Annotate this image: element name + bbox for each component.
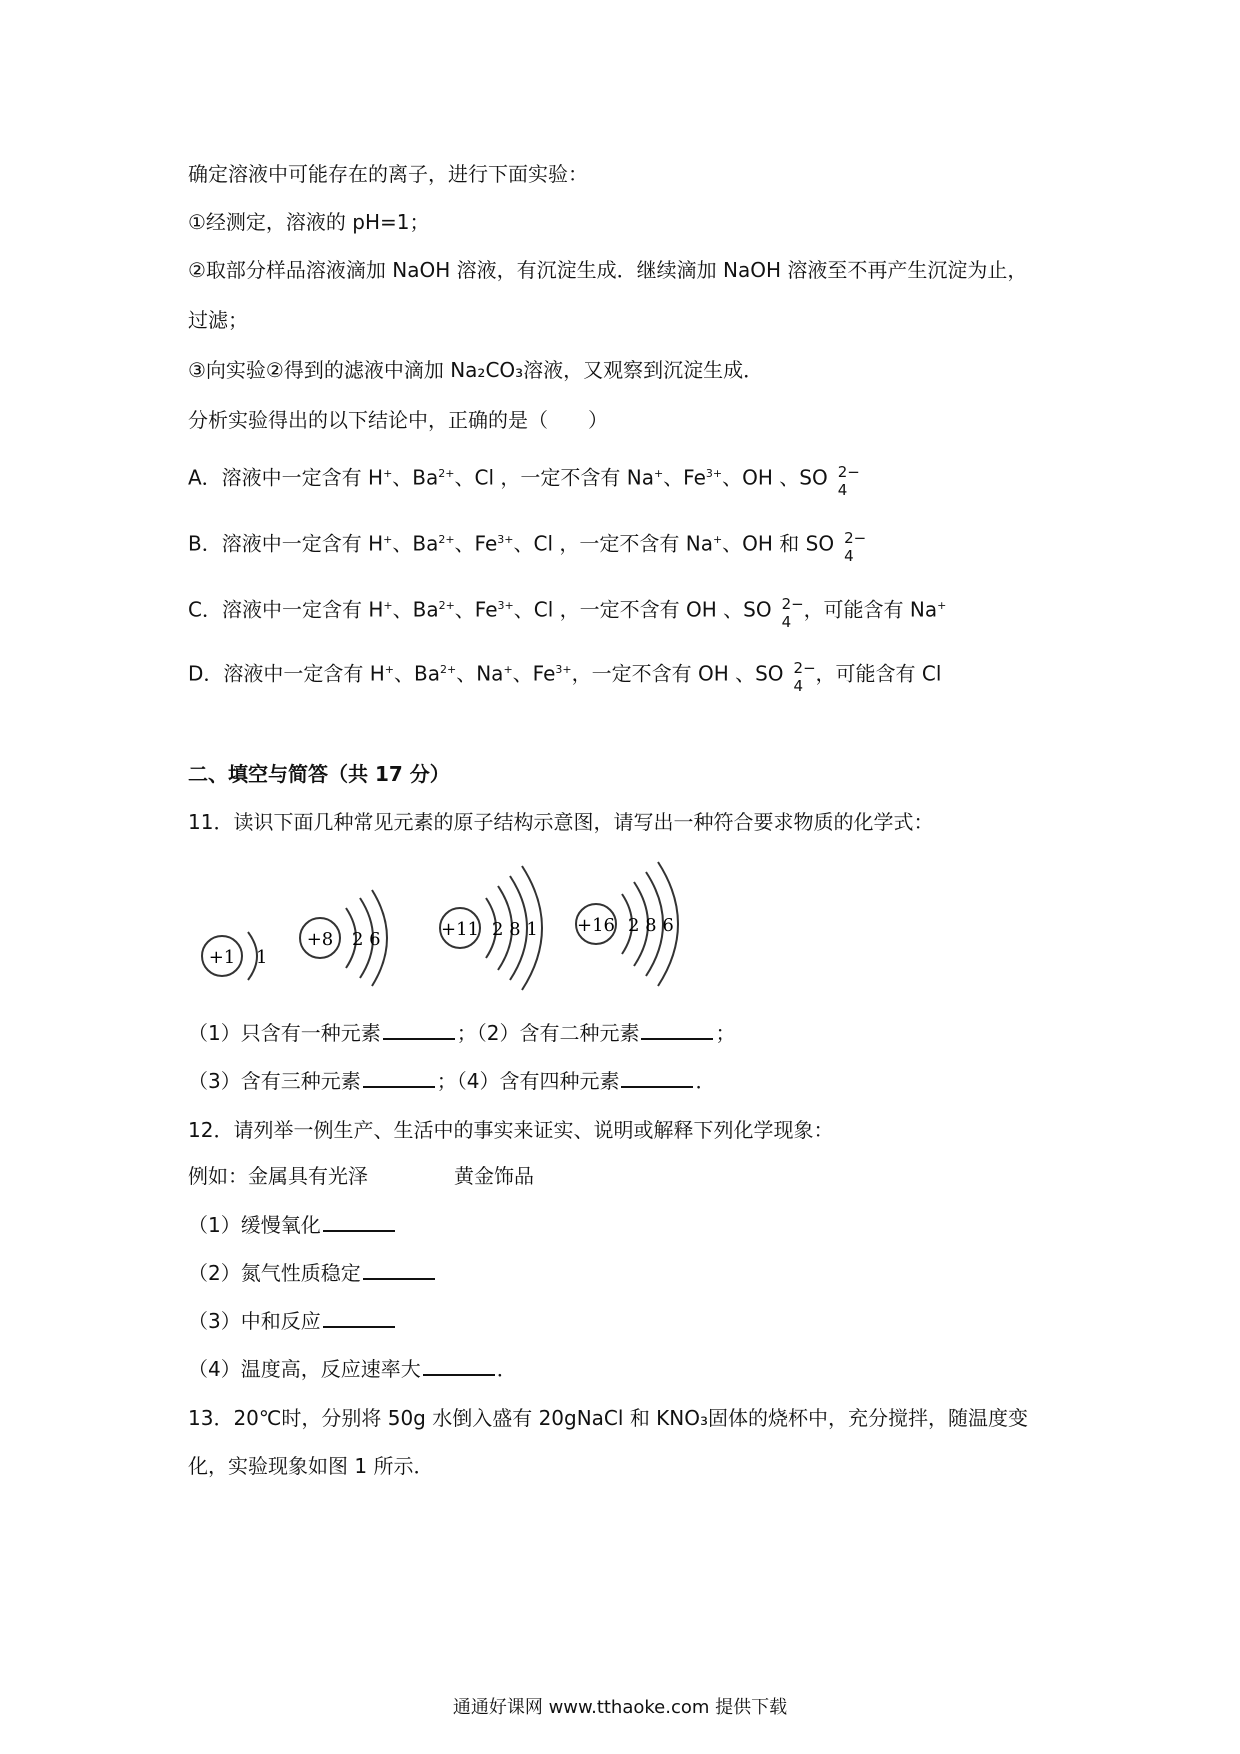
q11-part-3-4: （3）含有三种元素 ；（4）含有四种元素 ． [188,1066,715,1095]
atom-hydrogen [202,932,267,980]
sulfate-charge: 2− 4 [781,595,804,632]
q12-part-4: （4）温度高，反应速率大 ． [188,1354,517,1383]
option-c: C．溶液中一定含有 H+、$Ba^{2+}$、$Fe^{3+}$、Cl ，一定不含有 OH 、SO 2− 4 ，可能含有 Na+ [188,595,947,632]
atom-oxygen [300,890,387,986]
sulfate-charge: 2− 4 [837,463,860,500]
q11-part-1-2: （1）只含有一种元素 ；（2）含有二种元素 ； [188,1018,735,1047]
svg-text:+11: +11 [441,919,479,940]
question-stem: 分析实验得出的以下结论中，正确的是（ ） [188,408,608,432]
svg-text:+8: +8 [306,929,334,950]
svg-text:2 6: 2 6 [352,929,381,950]
q12-part-1: （1）缓慢氧化 [188,1210,397,1239]
option-a: A．溶液中一定含有 H+、$Ba^{2+}$、Cl ，一定不含有 Na+、$Fe^{3+}$、OH 、SO 2− 4 [188,463,860,500]
atom-sodium [440,866,542,990]
step-1: ①经测定，溶液的 pH=1； [188,210,430,234]
answer-blank[interactable] [363,1066,435,1088]
sulfate-charge: 2− 4 [844,529,867,566]
answer-blank[interactable] [323,1210,395,1232]
svg-text:2 8 6: 2 8 6 [628,915,674,936]
step-2: ②取部分样品溶液滴加 NaOH 溶液，有沉淀生成．继续滴加 NaOH 溶液至不再产生沉淀为止， [188,258,1028,282]
svg-text:1: 1 [256,947,268,968]
answer-blank[interactable] [383,1018,455,1040]
answer-blank[interactable] [363,1258,435,1280]
q11-stem: 11．读识下面几种常见元素的原子结构示意图，请写出一种符合要求物质的化学式： [188,810,934,834]
answer-blank[interactable] [323,1306,395,1328]
svg-text:+16: +16 [577,915,615,936]
answer-blank[interactable] [423,1354,495,1376]
svg-text:2 8 1: 2 8 1 [492,919,538,940]
step-3: ③向实验②得到的滤液中滴加 Na₂CO₃溶液，又观察到沉淀生成． [188,358,764,382]
atom-sulfur [576,862,678,986]
section-title: 二、填空与简答（共 17 分） [188,762,450,786]
q12-part-3: （3）中和反应 [188,1306,397,1335]
answer-blank[interactable] [641,1018,713,1040]
q12-example: 例如：金属具有光泽 黄金饰品 [188,1164,534,1188]
q13-stem-2: 化，实验现象如图 1 所示． [188,1454,434,1478]
option-b: B．溶液中一定含有 H+、$Ba^{2+}$、$Fe^{3+}$、Cl ，一定不含有 Na+、OH 和 SO 2− 4 [188,529,867,566]
q12-stem: 12．请列举一例生产、生活中的事实来证实、说明或解释下列化学现象： [188,1118,834,1142]
answer-blank[interactable] [621,1066,693,1088]
q12-part-2: （2）氮气性质稳定 [188,1258,437,1287]
intro-line: 确定溶液中可能存在的离子，进行下面实验： [188,162,588,186]
step-2-cont: 过滤； [188,308,248,332]
atomic-structure-diagrams [188,858,708,1008]
svg-text:+1: +1 [208,947,236,968]
q13-stem-1: 13．20℃时，分别将 50g 水倒入盛有 20gNaCl 和 KNO₃固体的烧杯中，充分搅拌，随温度变 [188,1406,1029,1430]
page-footer: 通通好课网 www.tthaoke.com 提供下载 [452,1697,788,1718]
sulfate-charge: 2− 4 [793,659,816,696]
option-d: D．溶液中一定含有 H+、$Ba^{2+}$、Na+、$Fe^{3+}$，一定不含有 OH 、SO 2− 4 ，可能含有 Cl [188,659,942,696]
